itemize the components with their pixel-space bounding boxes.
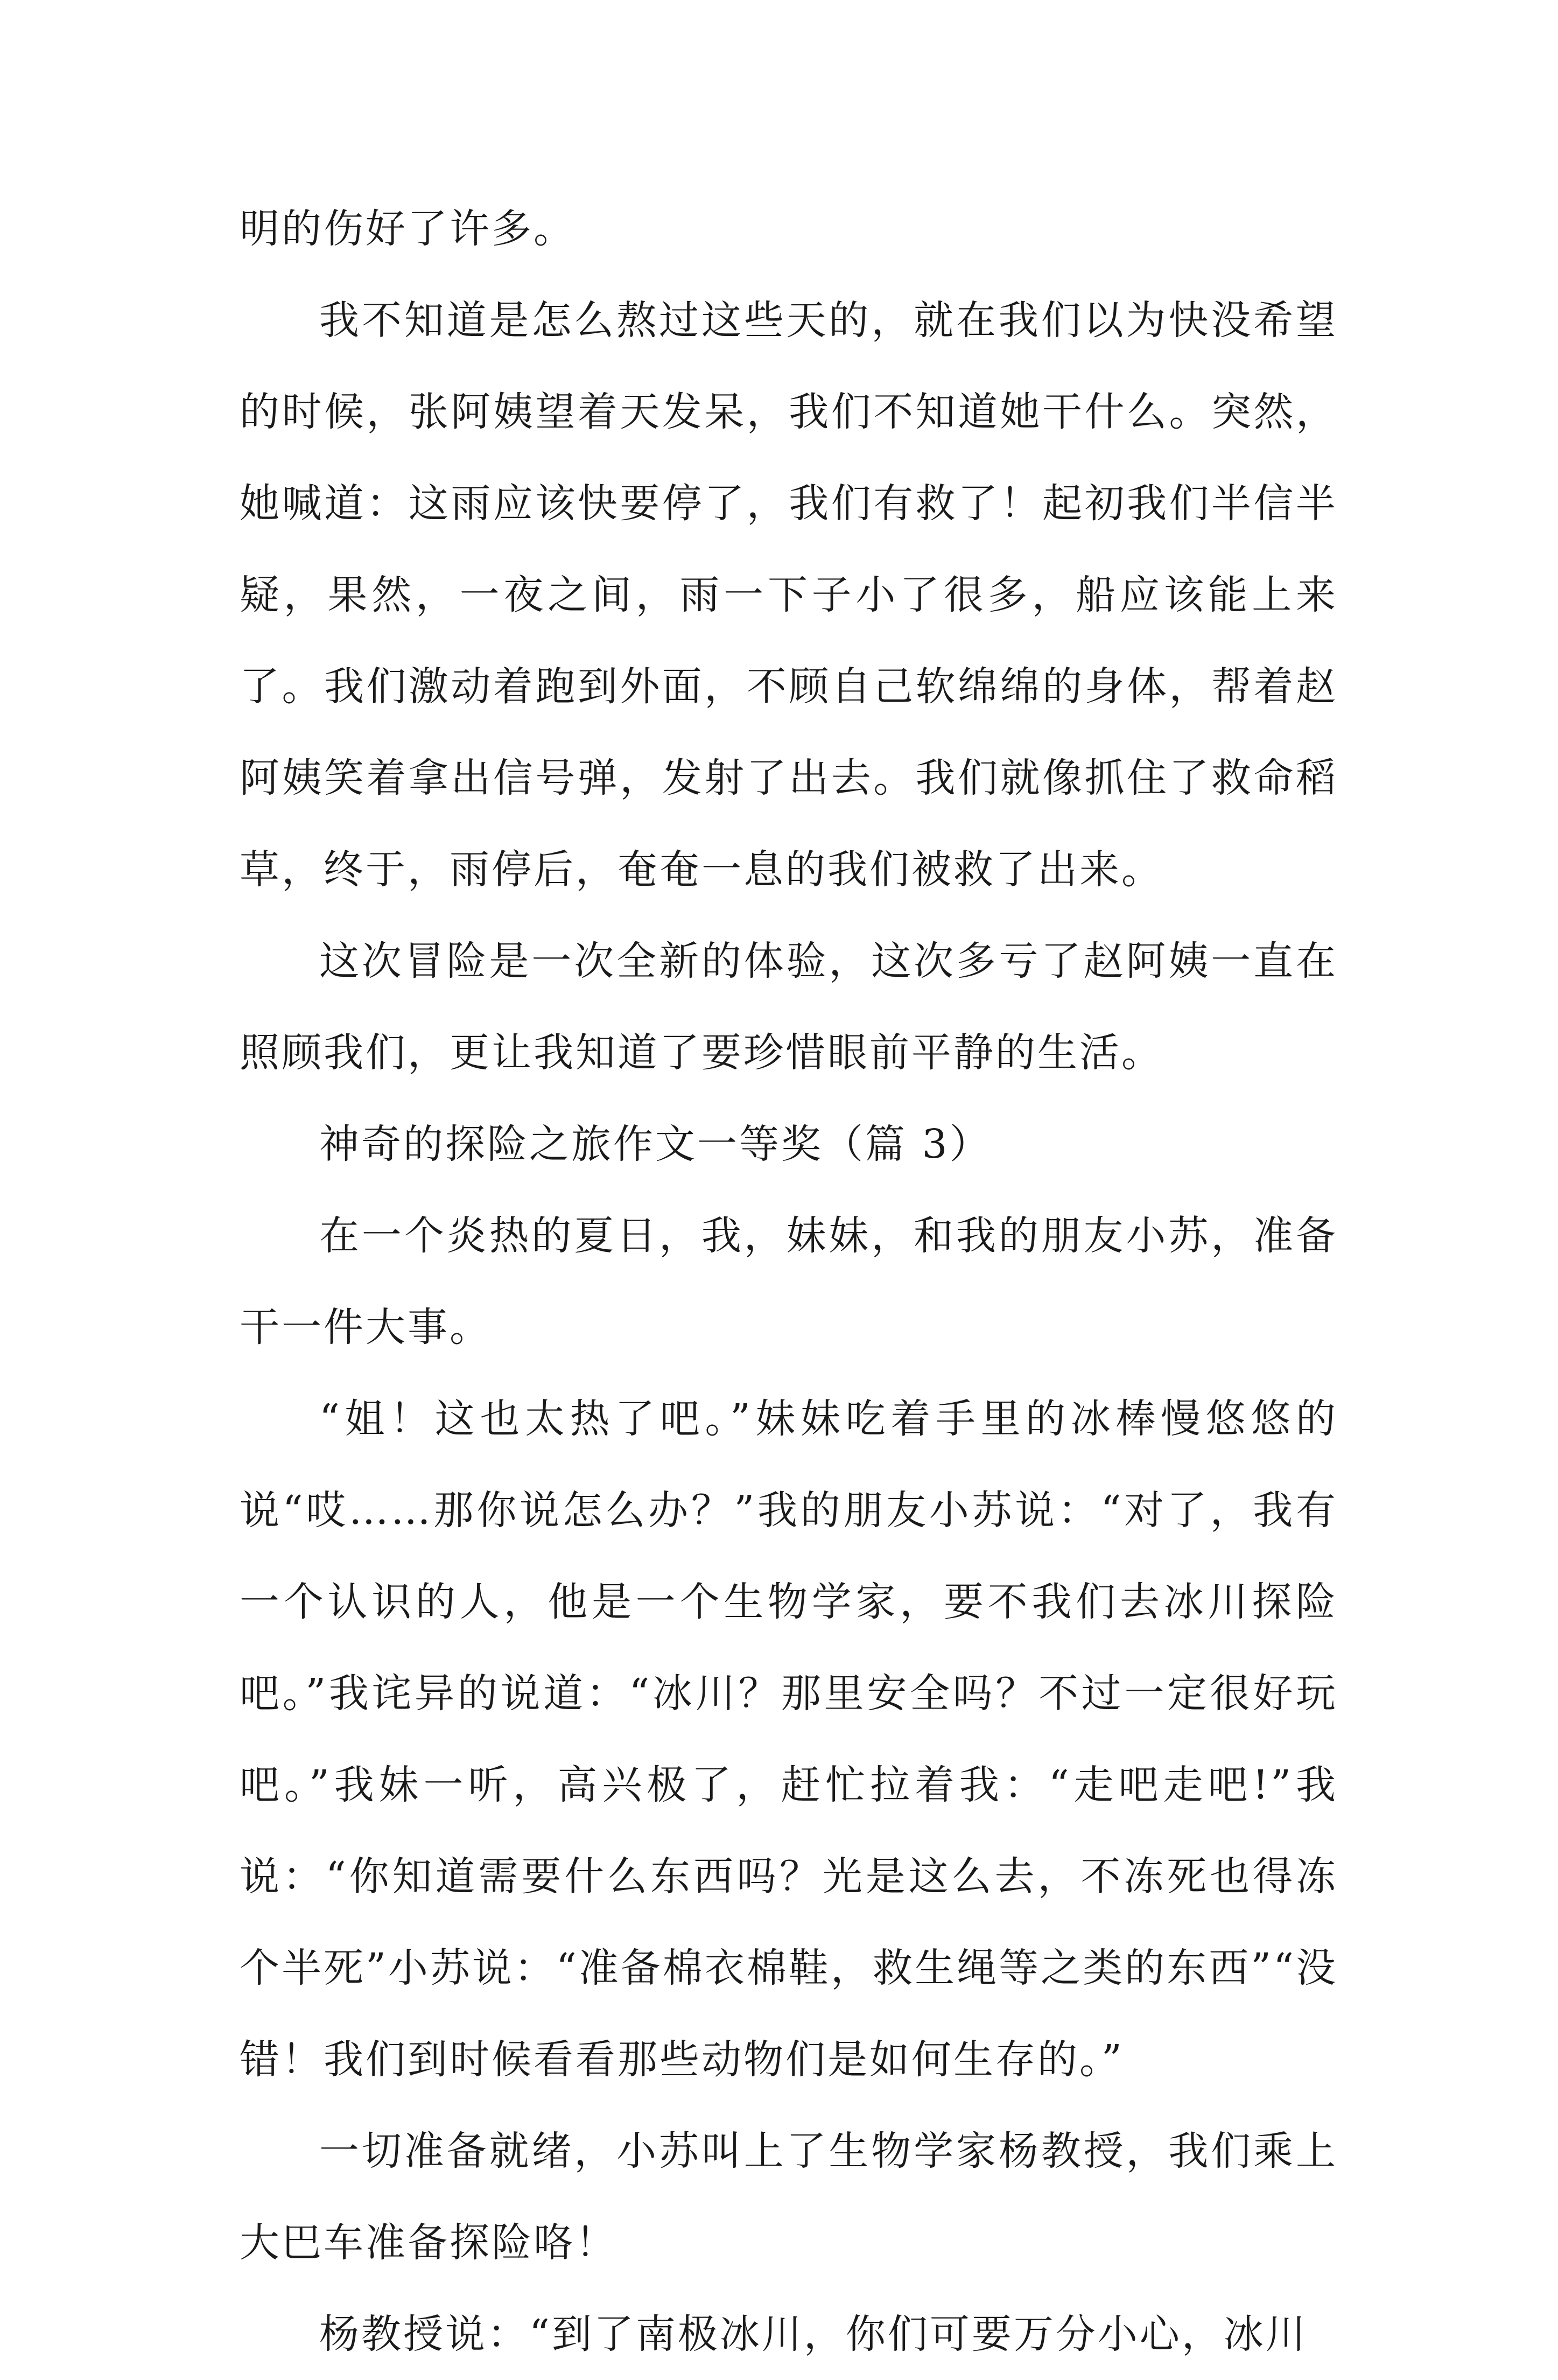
paragraph-rescue: 我不知道是怎么熬过这些天的，就在我们以为快没希望的时候，张阿姨望着天发呆，我们不知道她干什么。突然，她喊道：这雨应该快要停了，我们有救了！起初我们半信半疑，果然，一夜之间，雨一下子小了很多，船应该能上来了。我们激动着跑到外面，不顾自己软绵绵的身体，帮着赵阿姨笑着拿出信号弹，发射了出去。我们就像抓住了救命稻草，终于，雨停后，奄奄一息的我们被救了出来。 [240, 297, 1338, 893]
essay-title: 神奇的探险之旅作文一等奖（篇 3） [319, 1121, 992, 1167]
paragraph-intro: 在一个炎热的夏日，我，妹妹，和我的朋友小苏，准备干一件大事。 [240, 1213, 1338, 1350]
paragraph-reflection: 这次冒险是一次全新的体验，这次多亏了赵阿姨一直在照顾我们，更让我知道了要珍惜眼前平静的生活。 [240, 938, 1338, 1076]
paragraph-professor: 杨教授说：“到了南极冰川，你们可要万分小心，冰川 [319, 2311, 1308, 2357]
paragraph-preparation: 一切准备就绪，小苏叫上了生物学家杨教授，我们乘上大巴车准备探险咯！ [240, 2128, 1338, 2266]
document-body [240, 183, 1338, 2380]
paragraph-continuation: 明的伤好了许多。 [240, 206, 576, 252]
paragraph-dialogue: “姐！这也太热了吧。”妹妹吃着手里的冰棒慢悠悠的说“哎……那你说怎么办？”我的朋友小苏说：“对了，我有一个认识的人，他是一个生物学家，要不我们去冰川探险吧。”我诧异的说道：“冰川？那里安全吗？不过一定很好玩吧。”我妹一听，高兴极了，赶忙拉着我：“走吧走吧!”我说：“你知道需要什么东西吗？光是这么去，不冻死也得冻个半死”小苏说：“准备棉衣棉鞋，救生绳等之类的东西”“没错！我们到时候看看那些动物们是如何生存的。” [240, 1396, 1338, 2083]
